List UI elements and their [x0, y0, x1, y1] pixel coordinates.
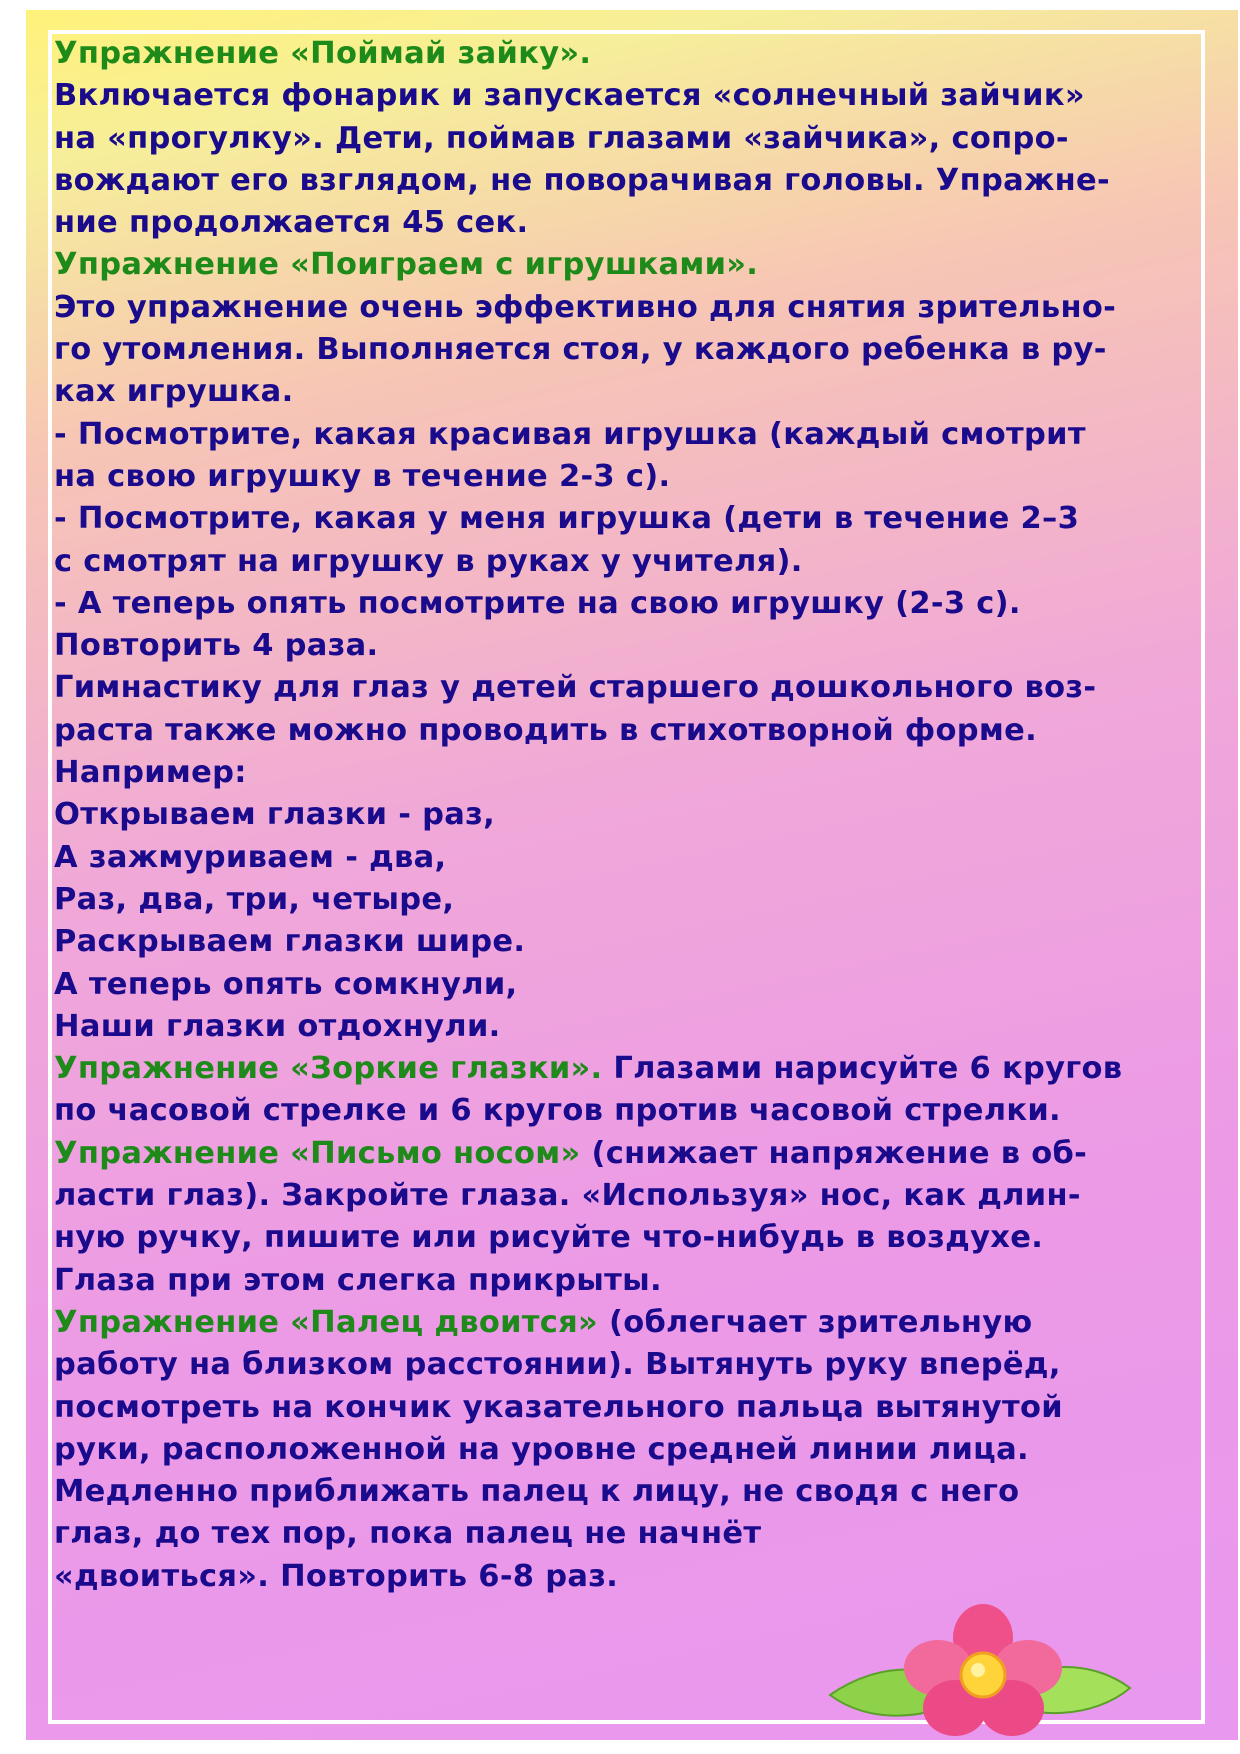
text-line [54, 33, 1164, 75]
text-line [54, 837, 1164, 879]
body-text: (снижает напряжение в об- [580, 1135, 1088, 1171]
body-text: работу на близком расстоянии). Вытянуть руку вперёд, [54, 1347, 1061, 1383]
text-line [54, 667, 1164, 709]
text-line [54, 541, 1164, 583]
body-text: го утомления. Выполняется стоя, у каждого ребенка в ру- [54, 332, 1107, 368]
flower-icon [820, 1600, 1140, 1740]
body-text: Открываем глазки - раз, [54, 797, 496, 833]
text-line [54, 794, 1164, 836]
body-text: ках игрушка. [54, 374, 294, 410]
body-text: Это упражнение очень эффективно для снятия зрительно- [54, 289, 1117, 325]
body-text: посмотреть на кончик указательного пальца вытянутой [54, 1389, 1063, 1425]
text-line [54, 1006, 1164, 1048]
text-line [54, 329, 1164, 371]
body-text: с смотрят на игрушку в руках у учителя). [54, 543, 803, 579]
body-text: Раскрываем глазки шире. [54, 924, 526, 960]
text-line [54, 498, 1164, 540]
body-text: на свою игрушку в течение 2-3 с). [54, 458, 671, 494]
text-line [54, 1048, 1164, 1090]
body-text: Наши глазки отдохнули. [54, 1008, 501, 1044]
text-line [54, 1302, 1164, 1344]
text-line [54, 1471, 1164, 1513]
body-text: Включается фонарик и запускается «солнечный зайчик» [54, 78, 1085, 114]
text-line [54, 1429, 1164, 1471]
body-text: Гимнастику для глаз у детей старшего дошкольного воз- [54, 670, 1097, 706]
text-line [54, 1513, 1164, 1555]
body-text: раста также можно проводить в стихотворной форме. [54, 712, 1037, 748]
exercise-heading: Упражнение «Поиграем с игрушками». [54, 247, 759, 283]
body-text: по часовой стрелке и 6 кругов против часовой стрелки. [54, 1093, 1061, 1129]
text-line [54, 1556, 1164, 1598]
text-line [54, 752, 1164, 794]
body-text: Медленно приближать палец к лицу, не сводя с него [54, 1474, 1020, 1510]
body-text: (облегчает зрительную [598, 1304, 1033, 1340]
text-line [54, 1344, 1164, 1386]
body-text: Глаза при этом слегка прикрыты. [54, 1262, 662, 1298]
text-line [54, 371, 1164, 413]
body-text: руки, расположенной на уровне средней линии лица. [54, 1431, 1029, 1467]
body-text: А зажмуриваем - два, [54, 839, 447, 875]
text-line [54, 879, 1164, 921]
exercise-heading: Упражнение «Палец двоится» [54, 1304, 599, 1340]
body-text: Глазами нарисуйте 6 кругов [602, 1051, 1123, 1087]
body-text: Раз, два, три, четыре, [54, 881, 455, 917]
text-line [54, 1133, 1164, 1175]
text-line [54, 160, 1164, 202]
text-line [54, 202, 1164, 244]
text-line [54, 456, 1164, 498]
body-text: «двоиться». Повторить 6-8 раз. [54, 1558, 619, 1594]
document-body [54, 33, 1164, 1598]
body-text: - Посмотрите, какая у меня игрушка (дети в течение 2–3 [54, 501, 1080, 537]
text-line [54, 625, 1164, 667]
text-line [54, 244, 1164, 286]
body-text: - Посмотрите, какая красивая игрушка (каждый смотрит [54, 416, 1086, 452]
body-text: Например: [54, 755, 247, 791]
text-line [54, 1090, 1164, 1132]
text-line [54, 414, 1164, 456]
body-text: ласти глаз). Закройте глаза. «Используя» нос, как длин- [54, 1178, 1081, 1214]
text-line [54, 1387, 1164, 1429]
exercise-heading: Упражнение «Зоркие глазки». [54, 1051, 603, 1087]
text-line [54, 1260, 1164, 1302]
text-line [54, 1217, 1164, 1259]
exercise-heading: Упражнение «Письмо носом» [54, 1135, 581, 1171]
text-line [54, 1175, 1164, 1217]
body-text: - А теперь опять посмотрите на свою игрушку (2-3 с). [54, 585, 1021, 621]
text-line [54, 964, 1164, 1006]
body-text: глаз, до тех пор, пока палец не начнёт [54, 1516, 762, 1552]
text-line [54, 75, 1164, 117]
text-line [54, 118, 1164, 160]
text-line [54, 921, 1164, 963]
body-text: ние продолжается 45 сек. [54, 205, 529, 241]
exercise-heading: Упражнение «Поймай зайку». [54, 36, 592, 71]
body-text: вождают его взглядом, не поворачивая головы. Упражне- [54, 162, 1110, 198]
body-text: А теперь опять сомкнули, [54, 966, 518, 1002]
text-line [54, 287, 1164, 329]
body-text: ную ручку, пишите или рисуйте что-нибудь в воздухе. [54, 1220, 1044, 1256]
text-line [54, 583, 1164, 625]
body-text: Повторить 4 раза. [54, 628, 379, 664]
body-text: на «прогулку». Дети, поймав глазами «зайчика», сопро- [54, 120, 1069, 156]
text-line [54, 710, 1164, 752]
